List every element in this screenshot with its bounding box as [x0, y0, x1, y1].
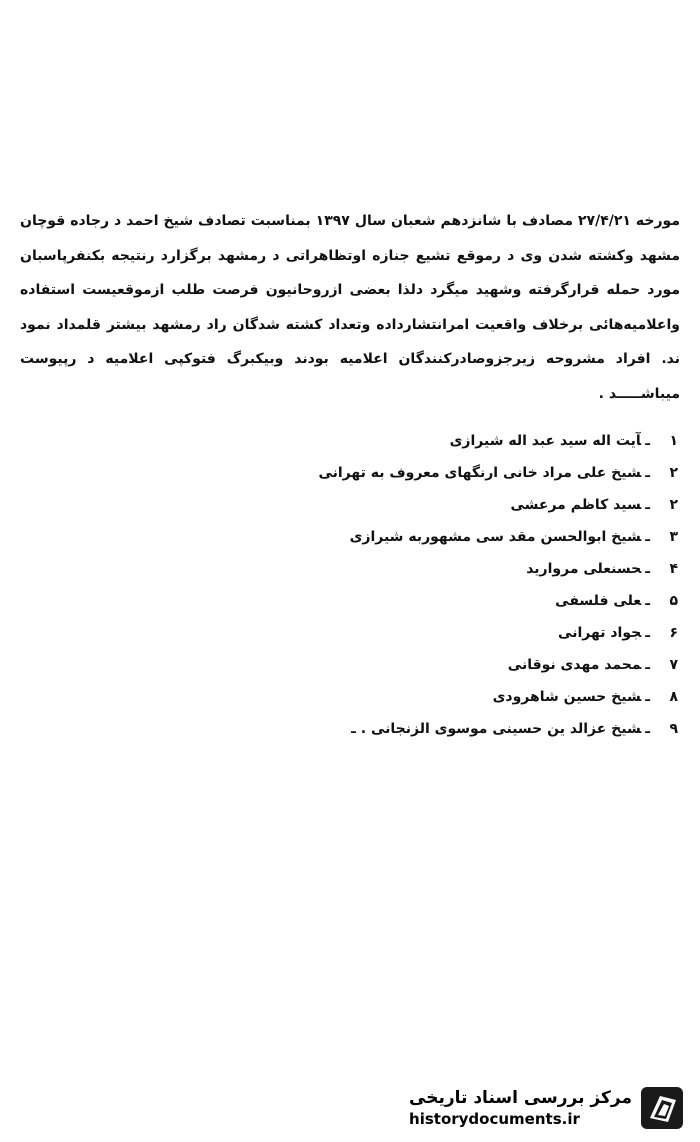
list-item-text: علی فلسفی — [555, 593, 642, 609]
list-item-text: شیخ ابوالحسن مقد سی مشهوربه شیرازی — [349, 529, 642, 545]
list-item-text: محمد مهدی نوقانی — [507, 657, 642, 673]
list-item: ۷ـمحمد مهدی نوقانی — [118, 649, 678, 681]
list-item-text: آیت اله سید عبد اله شیرازی — [449, 433, 642, 449]
list-item-number: ۹ — [669, 721, 678, 737]
list-item-text: سید کاظم مرعشی — [510, 497, 642, 513]
logo-title: مرکز بررسی اسناد تاریخی — [409, 1088, 632, 1108]
list-item: ۲ـسید کاظم مرعشی — [118, 489, 678, 521]
list-item-text: شیخ عزالد ین حسینی موسوی الزنجانی . ـ — [351, 721, 642, 737]
list-item-number: ۶ — [669, 625, 678, 641]
list-item: ۶ـجواد تهرانی — [118, 617, 678, 649]
logo-url[interactable]: historydocuments.ir — [409, 1110, 580, 1128]
list-item: ۸ـشیخ حسین شاهرودی — [118, 681, 678, 713]
list-item-number: ۴ — [669, 561, 678, 577]
list-item-number: ۷ — [669, 657, 678, 673]
list-item-number: ۲ — [669, 497, 678, 513]
list-item-number: ۲ — [669, 465, 678, 481]
list-item-text: جواد تهرانی — [558, 625, 642, 641]
list-item: ۴ـحسنعلی مروارید — [118, 553, 678, 585]
list-item-number: ۱ — [669, 433, 678, 449]
list-item: ۲ـشیخ علی مراد خانی ارنگهای معروف به تهرانی — [118, 457, 678, 489]
main-paragraph: مورخه ۲۷/۴/۲۱ مصادف با شانزدهم شعبان سال ۱۳۹۷ بمناسبت تصادف شیخ احمد د رجاده قوچان مشهد وکشته شدن وی د رموقع تشیع جنازه اوتظاهراتی د رمشهد برگزارد رنتیجه بکنفرپاسبان مورد حمله قرارگرفته وشهید میگرد دلذا بعضی ازروحانیون فرصت طلب ازموقعیست استفاده واعلامیه‌هائی برخلاف واقعیت امرانتشارداده وتعداد کشته شدگان راد رمشهد بیشتر قلمداد نمود ند. افراد مشروحه زیرجزوصادرکنندگان اعلامیه بودند وبیکبرگ فتوکپی اعلامیه د رپیوست میباشـــــد . — [20, 213, 680, 402]
document-body-text — [20, 204, 680, 411]
list-item: ۱ـآیت اله سید عبد اله شیرازی — [118, 425, 678, 457]
logo-text — [409, 1087, 632, 1129]
archive-logo[interactable] — [409, 1084, 686, 1132]
list-item-text: شیخ علی مراد خانی ارنگهای معروف به تهرانی — [318, 465, 642, 481]
list-item-text: شیخ حسین شاهرودی — [492, 689, 642, 705]
list-item-number: ۸ — [669, 689, 678, 705]
list-item: ۳ـشیخ ابوالحسن مقد سی مشهوربه شیرازی — [118, 521, 678, 553]
list-item: ۵ـعلی فلسفی — [118, 585, 678, 617]
list-item-number: ۳ — [669, 529, 678, 545]
list-item-text: حسنعلی مروارید — [526, 561, 642, 577]
list-item-number: ۵ — [669, 593, 678, 609]
list-item: ۹ـشیخ عزالد ین حسینی موسوی الزنجانی . ـ — [118, 713, 678, 745]
names-list — [118, 425, 678, 745]
document-archive-logo-icon — [638, 1084, 686, 1132]
